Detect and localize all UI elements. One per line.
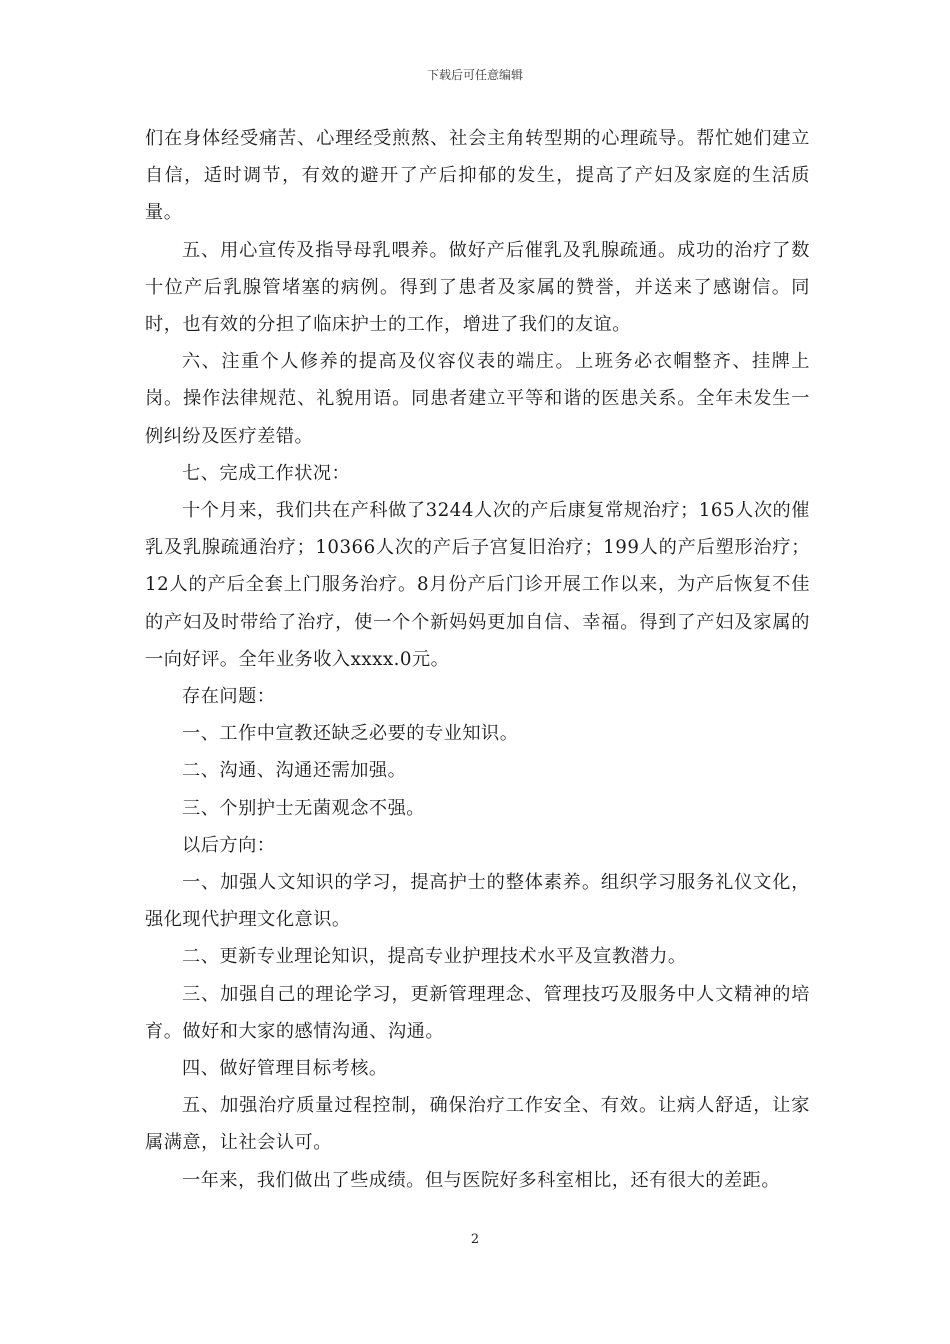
paragraph: 二、沟通、沟通还需加强。 <box>182 760 407 782</box>
header-note: 下载后可任意编辑 <box>426 68 523 82</box>
paragraph: 十个月来，我们共在产科做了3244人次的产后康复常规治疗；165人次的催乳及乳腺疏通治疗；10366人次的产后子宫复旧治疗；199人的产后塑形治疗；12人的产后全套上门服务治疗。8月份产后门诊开展工作以来，为产后恢复不佳的产妇及时带给了治疗，使一个个新妈妈更加自信、幸福。得到了产妇及家属的一向好评。全年业务收入xxxx.0元。 <box>145 500 810 670</box>
paragraph: 存在问题： <box>182 686 276 708</box>
paragraph: 一、工作中宣教还缺乏必要的专业知识。 <box>182 723 519 745</box>
paragraph: 四、做好管理目标考核。 <box>182 1058 388 1080</box>
paragraph: 们在身体经受痛苦、心理经受煎熬、社会主角转型期的心理疏导。帮忙她们建立自信，适时调节，有效的避开了产后抑郁的发生，提高了产妇及家庭的生活质量。 <box>145 128 810 224</box>
paragraph: 五、加强治疗质量过程控制，确保治疗工作安全、有效。让病人舒适，让家属满意，让社会认可。 <box>145 1095 810 1154</box>
paragraph: 一年来，我们做出了些成绩。但与医院好多科室相比，还有很大的差距。 <box>182 1169 781 1191</box>
paragraph: 一、加强人文知识的学习，提高护士的整体素养。组织学习服务礼仪文化，强化现代护理文化意识。 <box>145 872 810 931</box>
document-body <box>145 120 810 1199</box>
paragraph: 二、更新专业理论知识，提高专业护理技术水平及宣教潜力。 <box>182 946 687 968</box>
paragraph: 七、完成工作状况： <box>182 462 351 484</box>
paragraph: 三、个别护士无菌观念不强。 <box>182 797 425 819</box>
page-number: 2 <box>470 1232 480 1247</box>
paragraph: 三、加强自己的理论学习，更新管理理念、管理技巧及服务中人文精神的培育。做好和大家的感情沟通、沟通。 <box>145 983 810 1042</box>
paragraph: 六、注重个人修养的提高及仪容仪表的端庄。上班务必衣帽整齐、挂牌上岗。操作法律规范、礼貌用语。同患者建立平等和谐的医患关系。全年未发生一例纠纷及医疗差错。 <box>145 351 810 447</box>
paragraph: 以后方向： <box>182 834 276 856</box>
paragraph: 五、用心宣传及指导母乳喂养。做好产后催乳及乳腺疏通。成功的治疗了数十位产后乳腺管堵塞的病例。得到了患者及家属的赞誉，并送来了感谢信。同时，也有效的分担了临床护士的工作，增进了我们的友谊。 <box>145 239 810 336</box>
